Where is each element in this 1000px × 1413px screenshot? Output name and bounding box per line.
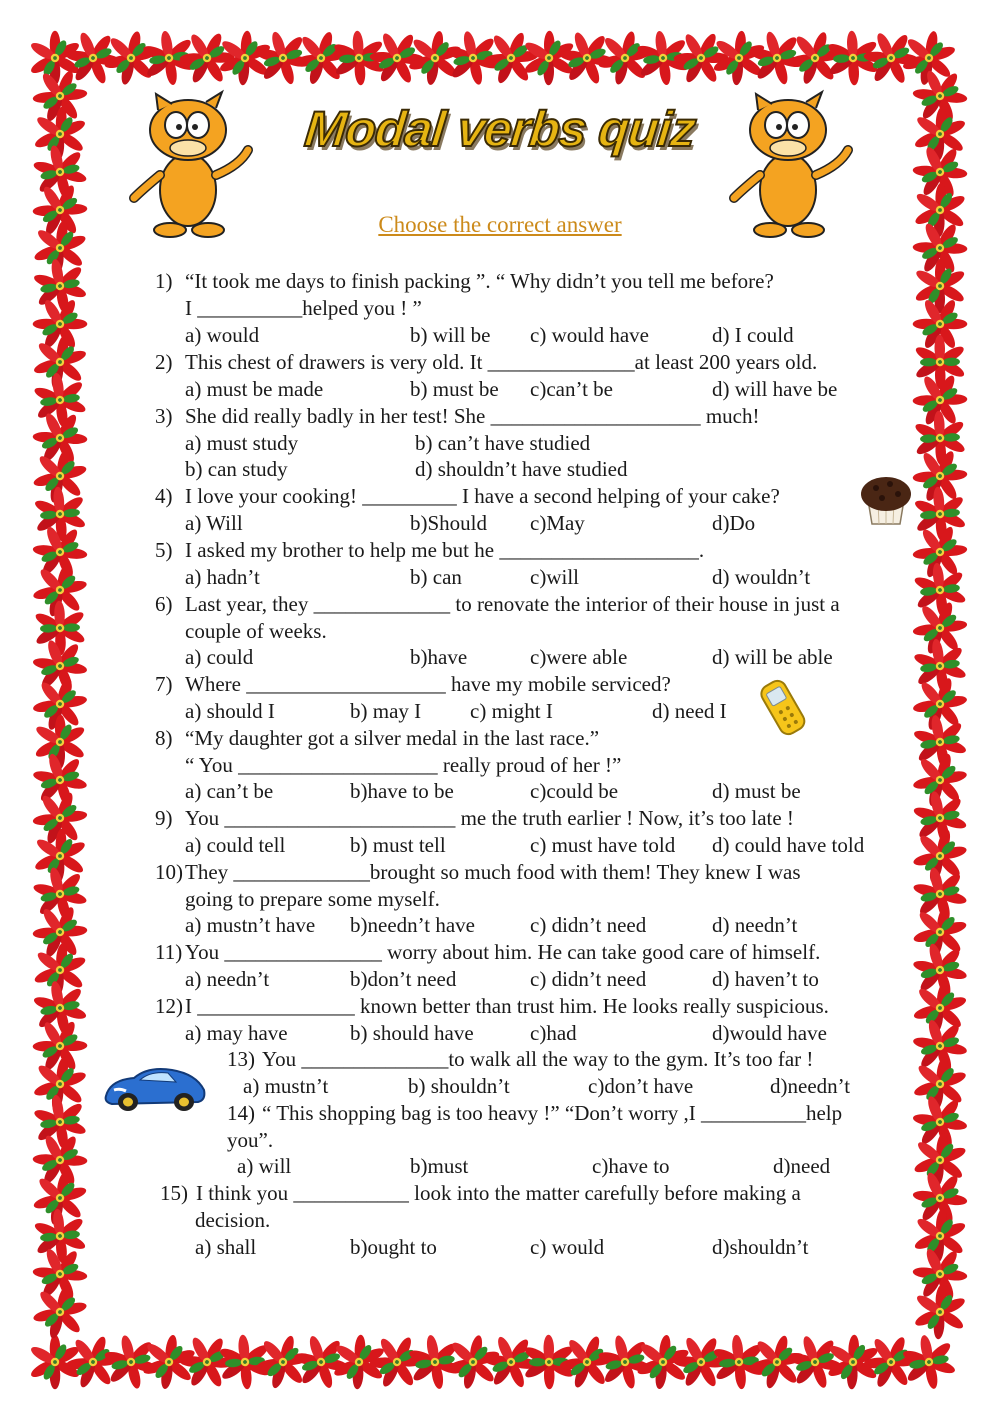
answer-option[interactable]: b)must — [410, 1154, 469, 1178]
answer-option[interactable]: a) hadn’t — [185, 565, 260, 589]
answer-option[interactable]: c) must have told — [530, 833, 676, 857]
question-text: You ______________________ me the truth earlier ! Now, it’s too late ! — [185, 806, 794, 830]
poinsettia-icon — [27, 1279, 93, 1346]
answer-option[interactable]: b) can — [410, 565, 462, 589]
page-title: Modal verbs quiz — [302, 101, 698, 157]
answer-option[interactable]: a) may have — [185, 1021, 288, 1045]
answer-option[interactable]: a) can’t be — [185, 779, 274, 803]
poinsettia-icon — [911, 105, 968, 164]
answer-option[interactable]: b)have — [410, 645, 468, 669]
question-number: 15) — [160, 1181, 188, 1205]
question-text: She did really badly in her test! She ____________________ much! — [185, 404, 760, 428]
question-number: 4) — [155, 484, 173, 508]
question-number: 13) — [227, 1047, 255, 1071]
question-text: Last year, they _____________ to renovate the interior of their house in just a — [185, 592, 840, 616]
answer-option[interactable]: a) should I — [185, 699, 275, 723]
answer-option[interactable]: a) must study — [185, 431, 299, 455]
question-text: You _______________ worry about him. He can take good care of himself. — [185, 940, 821, 964]
question-number: 3) — [155, 404, 173, 428]
question-number: 7) — [155, 672, 173, 696]
poinsettia-icon — [913, 258, 966, 314]
poinsettia-icon — [910, 1129, 970, 1190]
answer-option[interactable]: c)were able — [530, 645, 628, 669]
answer-option[interactable]: a) needn’t — [185, 967, 270, 991]
answer-option[interactable]: c)don’t have — [588, 1074, 694, 1098]
answer-option[interactable]: b) can study — [185, 457, 288, 481]
poinsettia-icon — [909, 1053, 970, 1116]
answer-option[interactable]: c) didn’t need — [530, 913, 647, 937]
muffin-icon — [858, 470, 914, 528]
answer-option[interactable]: b)Should — [410, 511, 488, 535]
answer-option[interactable]: b)don’t need — [350, 967, 457, 991]
question-number: 6) — [155, 592, 173, 616]
answer-option[interactable]: d)shouldn’t — [712, 1235, 809, 1259]
answer-option[interactable]: c)will — [530, 565, 579, 589]
answer-option[interactable]: d) will have be — [712, 377, 838, 401]
answer-option[interactable]: a) shall — [195, 1235, 257, 1259]
answer-option[interactable]: c) would — [530, 1235, 605, 1259]
poinsettia-icon — [912, 1283, 968, 1341]
answer-option[interactable]: b) will be — [410, 323, 491, 347]
answer-option[interactable]: a) mustn’t have — [185, 913, 316, 937]
question-number: 11) — [155, 940, 183, 964]
question-text: you”. — [227, 1128, 274, 1152]
answer-option[interactable]: d) need I — [652, 699, 727, 723]
answer-option[interactable]: b) can’t have studied — [415, 431, 591, 455]
answer-option[interactable]: d)needn’t — [770, 1074, 851, 1098]
question-text: I _______________ known better than trust him. He looks really suspicious. — [185, 994, 829, 1018]
question-number: 14) — [227, 1101, 255, 1125]
question-text: I asked my brother to help me but he ___________________. — [185, 538, 705, 562]
answer-option[interactable]: d) wouldn’t — [712, 565, 811, 589]
cat-icon — [728, 80, 858, 240]
question-text: This chest of drawers is very old. It ______________at least 200 years old. — [185, 350, 818, 374]
answer-option[interactable]: d) shouldn’t have studied — [415, 457, 628, 481]
question-text: going to prepare some myself. — [185, 887, 440, 911]
question-text: “My daughter got a silver medal in the last race.” — [185, 726, 600, 750]
poinsettia-icon — [911, 1206, 969, 1266]
answer-option[interactable]: c)can’t be — [530, 377, 613, 401]
answer-option[interactable]: d) could have told — [712, 833, 865, 857]
answer-option[interactable]: d) will be able — [712, 645, 833, 669]
answer-option[interactable]: a) mustn’t — [243, 1074, 329, 1098]
question-text: couple of weeks. — [185, 619, 327, 643]
question-text: I love your cooking! _________ I have a second helping of your cake? — [185, 484, 780, 508]
answer-option[interactable]: d) needn’t — [712, 913, 798, 937]
question-number: 12) — [155, 994, 183, 1018]
answer-option[interactable]: b)have to be — [350, 779, 454, 803]
answer-option[interactable]: a) could tell — [185, 833, 286, 857]
answer-option[interactable]: a) could — [185, 645, 254, 669]
question-text: “ This shopping bag is too heavy !” “Don’t worry ,I __________help — [262, 1101, 843, 1125]
poinsettia-icon — [912, 181, 967, 238]
answer-option[interactable]: d)need — [773, 1154, 831, 1178]
answer-option[interactable]: b) may I — [350, 699, 422, 723]
race-car-icon — [100, 1058, 210, 1114]
answer-option[interactable]: c) didn’t need — [530, 967, 647, 991]
answer-option[interactable]: a) must be made — [185, 377, 324, 401]
answer-option[interactable]: c)had — [530, 1021, 577, 1045]
answer-option[interactable]: d) must be — [712, 779, 801, 803]
answer-option[interactable]: b) should have — [350, 1021, 474, 1045]
answer-option[interactable]: a) will — [237, 1154, 292, 1178]
question-text: I think you ___________ look into the matter carefully before making a — [196, 1181, 801, 1205]
page-subtitle: Choose the correct answer — [378, 212, 622, 237]
answer-option[interactable]: b)ought to — [350, 1235, 437, 1259]
answer-option[interactable]: d) haven’t to — [712, 967, 819, 991]
question-number: 8) — [155, 726, 173, 750]
question-text: decision. — [195, 1208, 271, 1232]
answer-option[interactable]: c) might I — [470, 699, 553, 723]
answer-option[interactable]: b) must tell — [350, 833, 446, 857]
question-text: I __________helped you ! ” — [185, 296, 422, 320]
answer-option[interactable]: b) must be — [410, 377, 499, 401]
question-text: They _____________brought so much food with them! They knew I was — [185, 860, 801, 884]
cat-icon — [128, 80, 258, 240]
answer-option[interactable]: a) would — [185, 323, 260, 347]
poinsettia-icon — [903, 325, 977, 398]
answer-option[interactable]: d)would have — [712, 1021, 827, 1045]
question-text: Where ___________________ have my mobile serviced? — [185, 672, 671, 696]
answer-option[interactable]: c) would have — [530, 323, 649, 347]
answer-option[interactable]: c)have to — [592, 1154, 670, 1178]
answer-option[interactable]: d)Do — [712, 511, 756, 535]
question-text: “ You ___________________ really proud of her !” — [185, 753, 622, 777]
answer-option[interactable]: b)needn’t have — [350, 913, 475, 937]
question-number: 1) — [155, 269, 173, 293]
answer-option[interactable]: a) Will — [185, 511, 243, 535]
mobile-phone-icon — [752, 675, 812, 741]
question-text: You ______________to walk all the way to the gym. It’s too far ! — [262, 1047, 814, 1071]
answer-option[interactable]: b) shouldn’t — [408, 1074, 510, 1098]
question-number: 10) — [155, 860, 183, 884]
question-number: 9) — [155, 806, 173, 830]
answer-option[interactable]: c)May — [530, 511, 585, 535]
poinsettia-icon — [903, 401, 977, 475]
question-text: “It took me days to finish packing ”. “ Why didn’t you tell me before? — [185, 269, 774, 293]
answer-option[interactable]: d) I could — [712, 323, 794, 347]
answer-option[interactable]: c)could be — [530, 779, 619, 803]
question-number: 2) — [155, 350, 173, 374]
poinsettia-icon — [476, 22, 546, 93]
question-number: 5) — [155, 538, 173, 562]
